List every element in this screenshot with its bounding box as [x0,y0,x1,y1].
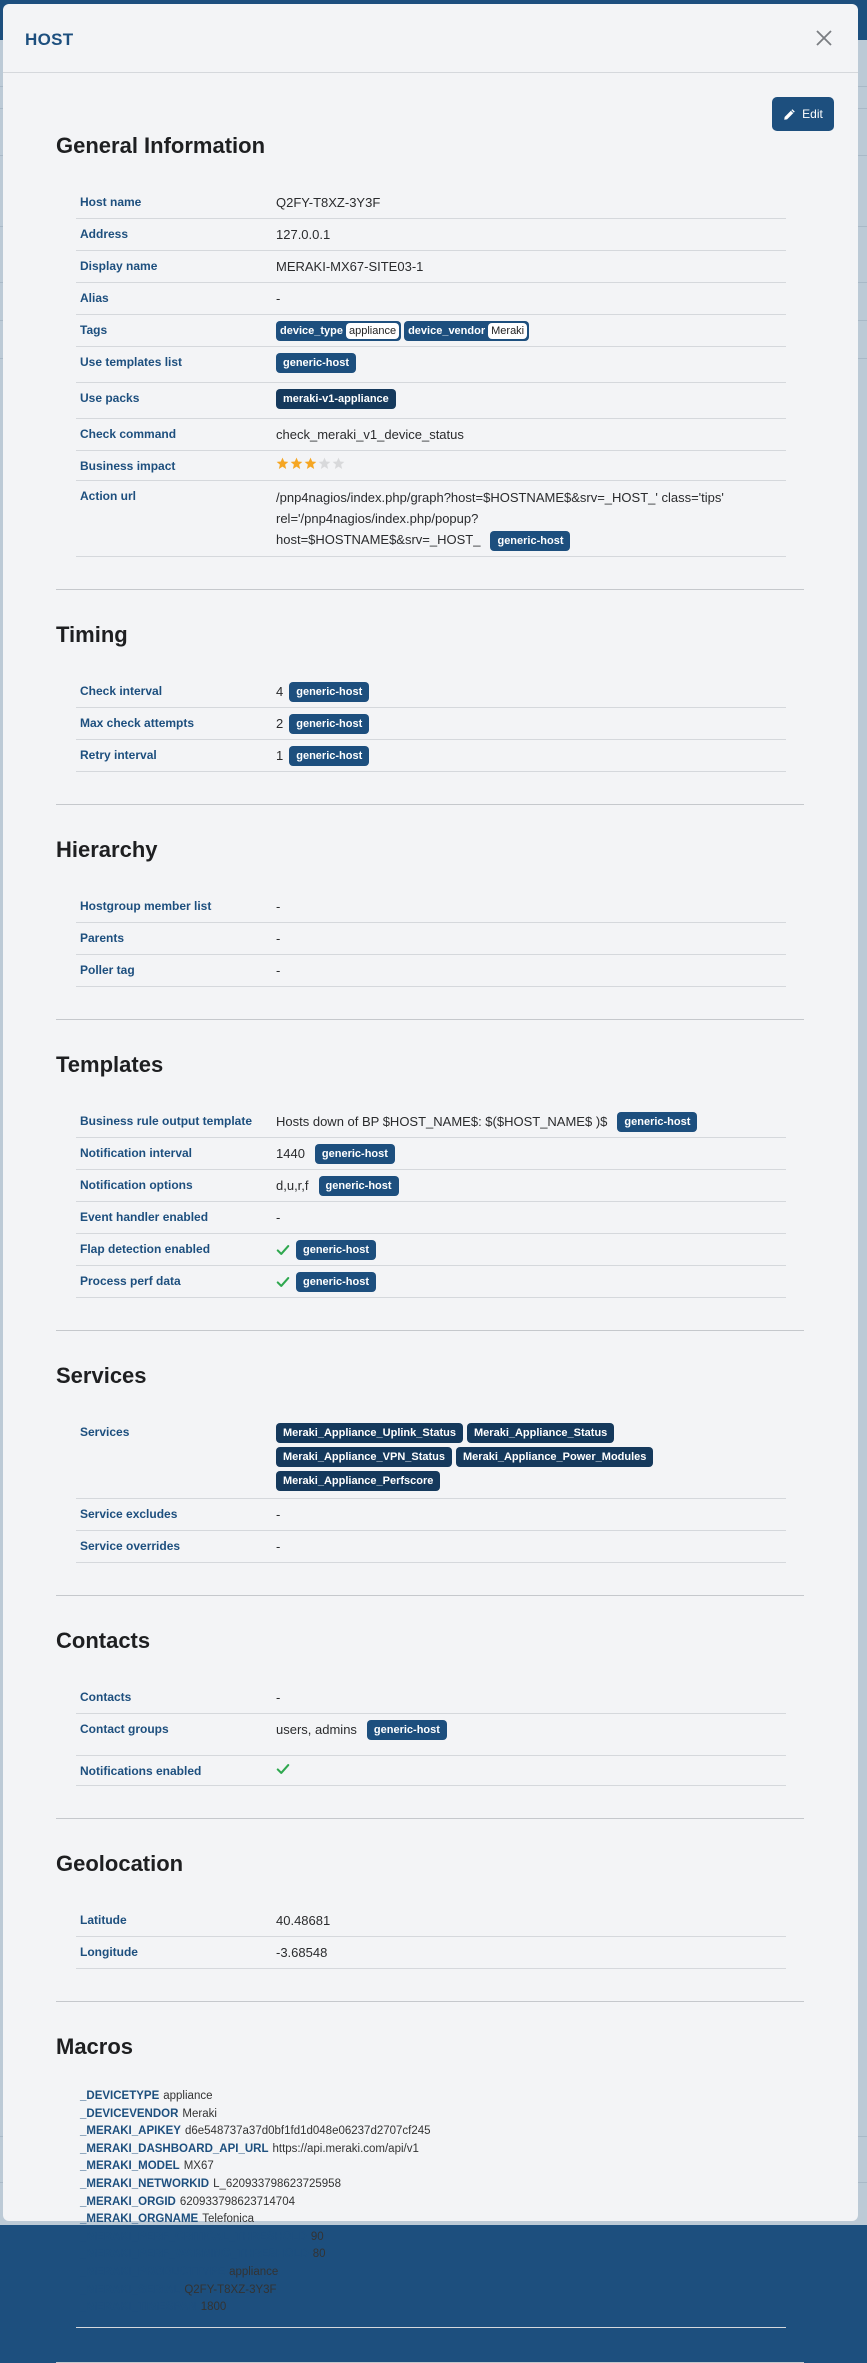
macro-value: 620933798623714704 [179,2195,295,2208]
service-pill[interactable]: Meraki_Appliance_Status [467,1423,614,1443]
field-label: Retry interval [80,748,157,762]
field-label: Action url [80,489,136,503]
field-value: 2 [276,716,284,731]
field-label: Use templates list [80,355,183,369]
field-label: Latitude [80,1913,127,1927]
template-pill[interactable]: generic-host [289,746,369,766]
tag-device-vendor[interactable] [404,321,529,341]
section-heading: Hierarchy [56,837,158,862]
row-retry-interval [76,740,786,772]
field-label: Check command [80,427,177,441]
field-label: Business impact [80,459,176,473]
template-pill[interactable]: generic-host [319,1176,399,1196]
macro-key: _MERAKI_SERIAL [80,2283,181,2296]
pack-pill[interactable]: meraki-v1-appliance [276,389,396,409]
field-label: Notifications enabled [80,1764,202,1778]
field-value: 1440 [276,1146,305,1161]
alias-value: - [276,291,281,306]
row-notification-options [76,1170,786,1202]
section-general-information [56,73,804,590]
macro-key: _MERAKI_NETWORKID [80,2177,210,2190]
address-value: 127.0.0.1 [276,227,331,242]
template-pill[interactable]: generic-host [367,1720,447,1740]
field-value: Hosts down of BP $HOST_NAME$: $($HOST_NAME$ )$ [276,1114,608,1129]
section-templates [56,1020,804,1331]
macro-value: Telefonica [202,2213,255,2226]
display-name-value: MERAKI-MX67-SITE03-1 [276,259,424,274]
macro-value: Meraki [182,2107,217,2120]
section-macros [56,2002,804,2363]
field-label: Business rule output template [80,1114,253,1128]
row-alias [76,283,786,315]
field-value: 1 [276,748,284,763]
macro-item [76,2088,786,2106]
field-label: Event handler enabled [80,1210,209,1224]
macro-item [76,2158,786,2176]
row-latitude [76,1905,786,1937]
row-service-excludes [76,1499,786,1531]
field-label: Contact groups [80,1722,169,1736]
macro-key: _MERAKI_PRODUCTTYPE [80,2265,226,2278]
field-label: Services [80,1425,130,1439]
macro-item [76,2229,786,2247]
macro-item [76,2141,786,2159]
row-tags [76,315,786,347]
service-pill[interactable]: Meraki_Appliance_Power_Modules [456,1447,653,1467]
row-use-templates [76,347,786,383]
macro-value: 90 [310,2230,324,2243]
field-label: Check interval [80,684,163,698]
field-value: - [276,1210,281,1225]
row-check-command [76,419,786,451]
row-display-name [76,251,786,283]
template-pill[interactable]: generic-host [617,1112,697,1132]
host-name-value: Q2FY-T8XZ-3Y3F [276,195,381,210]
section-heading: Macros [56,2034,134,2059]
close-icon [812,26,836,50]
row-notifications-enabled [76,1756,786,1786]
row-process-perf-data [76,1266,786,1298]
macro-key: _DEVICETYPE [80,2090,160,2102]
row-host-name [76,187,786,219]
tag-device-type[interactable] [276,321,401,341]
field-value: d,u,r,f [276,1178,309,1193]
row-hostgroup-member-list [76,891,786,923]
business-impact-stars [276,457,345,470]
row-check-interval [76,676,786,708]
macro-key: _MERAKI_MODEL [80,2160,180,2173]
action-url-line: host=$HOSTNAME$&srv=_HOST_ [276,532,481,547]
check-icon [276,1762,290,1776]
section-heading: Timing [56,622,128,647]
field-value: users, admins [276,1722,357,1737]
section-hierarchy [56,805,804,1020]
modal-header [3,4,858,73]
row-longitude [76,1937,786,1969]
action-url-line: rel='/pnp4nagios/index.php/popup? [276,511,479,526]
row-action-url [76,481,786,557]
row-event-handler-enabled [76,1202,786,1234]
row-flap-detection-enabled [76,1234,786,1266]
field-value: 4 [276,684,284,699]
check-command-value: check_meraki_v1_device_status [276,427,464,442]
field-label: Hostgroup member list [80,899,212,913]
field-label: Longitude [80,1945,138,1959]
macro-value: 80 [312,2248,326,2261]
field-label: Tags [80,323,108,337]
row-max-check-attempts [76,708,786,740]
tag-key: device_vendor [408,325,486,337]
star-filled-icon [304,457,317,470]
edit-label: Edit [802,107,823,121]
macro-value: MX67 [183,2160,214,2173]
field-value: - [276,1690,281,1705]
template-pill[interactable]: generic-host [296,1272,376,1292]
macro-item [76,2106,786,2124]
pencil-icon [783,108,796,121]
row-contact-groups [76,1714,786,1756]
macro-key: _MERAKI_DASHBOARD_API_URL [80,2142,269,2155]
section-heading: Geolocation [56,1851,184,1876]
row-business-impact [76,451,786,481]
check-icon [276,1243,290,1257]
row-service-overrides [76,1531,786,1563]
check-icon [276,1275,290,1289]
field-label: Max check attempts [80,716,195,730]
tag-key: device_type [280,325,343,337]
field-value: - [276,963,281,978]
macro-item [76,2299,786,2317]
macros-list [76,2088,786,2328]
field-label: Flap detection enabled [80,1242,211,1256]
macro-item [76,2211,786,2229]
field-label: Service overrides [80,1539,181,1553]
macro-item [76,2264,786,2282]
field-label: Alias [80,291,109,305]
close-button[interactable] [812,26,836,50]
macro-value: d6e548737a37d0bf1fd1d048e06237d2707cf245 [184,2125,431,2138]
template-pill[interactable]: generic-host [289,714,369,734]
row-parents [76,923,786,955]
action-url-line: /pnp4nagios/index.php/graph?host=$HOSTNAME$&srv=_HOST_' class='tips' [276,490,724,505]
template-pill[interactable]: generic-host [315,1144,395,1164]
section-heading: General Information [56,133,266,158]
field-value: - [276,899,281,914]
section-heading: Services [56,1363,147,1388]
field-label: Poller tag [80,963,135,977]
field-value: - [276,1539,281,1554]
template-pill[interactable]: generic-host [490,531,570,551]
template-pill[interactable]: generic-host [296,1240,376,1260]
row-contacts [76,1682,786,1714]
modal-title: HOST [25,30,74,49]
section-services [56,1331,804,1596]
macro-item [76,2282,786,2300]
star-empty-icon [318,457,331,470]
macro-item [76,2123,786,2141]
field-label: Contacts [80,1690,132,1704]
section-contacts [56,1596,804,1819]
macro-key: _DEVICEVENDOR [80,2107,179,2120]
macro-item [76,2176,786,2194]
macro-key: _MERAKI_ORGNAME [80,2213,199,2226]
service-pill[interactable]: Meraki_Appliance_Perfscore [276,1471,440,1491]
macro-key: _MERAKI_APIKEY [80,2125,181,2138]
macro-value: 1800 [200,2301,227,2314]
macro-value: L_620933798623725958 [213,2177,341,2190]
star-filled-icon [276,457,289,470]
field-label: Notification interval [80,1146,193,1160]
service-pill[interactable]: Meraki_Appliance_Uplink_Status [276,1423,463,1443]
macro-value: Q2FY-T8XZ-3Y3F [184,2283,277,2296]
row-business-rule-output-template [76,1106,786,1138]
section-heading: Templates [56,1052,164,1077]
field-label: Notification options [80,1178,193,1192]
services-list [276,1423,696,1491]
macro-item [76,2246,786,2264]
tag-value: Meraki [488,323,527,339]
template-pill[interactable]: generic-host [276,353,356,373]
field-label: Process perf data [80,1274,181,1288]
section-geolocation [56,1819,804,2002]
section-heading: Contacts [56,1628,151,1653]
longitude-value: -3.68548 [276,1945,328,1960]
field-label: Use packs [80,391,140,405]
host-modal [3,4,858,2314]
star-filled-icon [290,457,303,470]
macro-key: _MERAKI_ORGID [80,2195,176,2208]
star-empty-icon [332,457,345,470]
row-poller-tag [76,955,786,987]
service-pill[interactable]: Meraki_Appliance_VPN_Status [276,1447,452,1467]
macro-item [76,2194,786,2212]
field-label: Host name [80,195,142,209]
row-use-packs [76,383,786,419]
field-label: Parents [80,931,125,945]
latitude-value: 40.48681 [276,1913,331,1928]
field-value: - [276,931,281,946]
field-value: - [276,1507,281,1522]
row-services [76,1417,786,1499]
macro-key: _MERAKI_PERF_CRITICAL_THRESHOLD [80,2230,307,2243]
template-pill[interactable]: generic-host [289,682,369,702]
macro-value: https://api.meraki.com/api/v1 [272,2142,419,2155]
macro-value: appliance [229,2265,279,2278]
macro-value: appliance [163,2090,213,2102]
field-label: Address [80,227,129,241]
field-label: Display name [80,259,158,273]
field-label: Service excludes [80,1507,178,1521]
section-timing [56,590,804,805]
row-address [76,219,786,251]
modal-body [3,73,858,2363]
row-notification-interval [76,1138,786,1170]
macro-key: _MERAKI_PERF_WARNING_THRESHOLD [80,2248,309,2261]
edit-button[interactable] [772,97,834,131]
tag-value: appliance [346,323,399,339]
macro-key: _MERAKI_TIMESPAN [80,2301,197,2314]
